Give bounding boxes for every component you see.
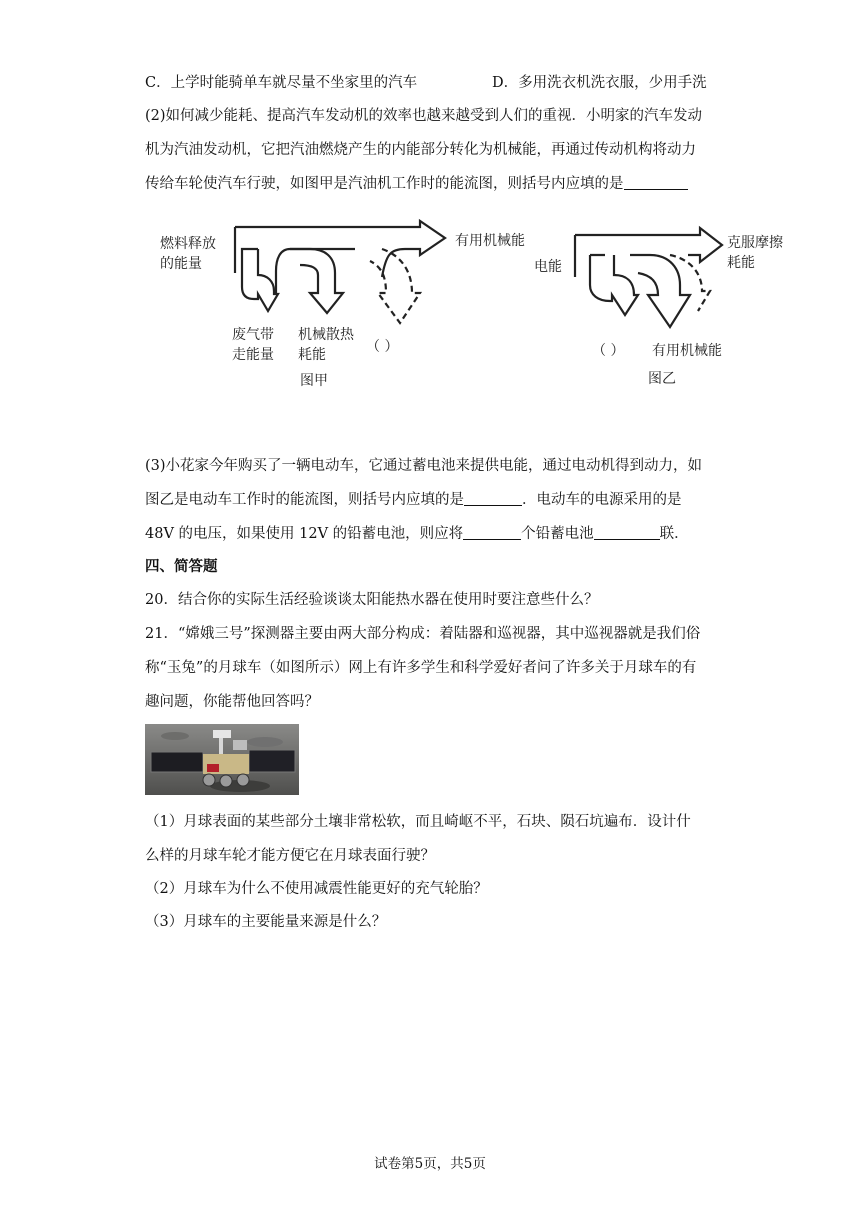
q19-part3-text-c: 48V 的电压，如果使用 12V 的铅蓄电池，则应将 bbox=[145, 526, 464, 542]
jia-input-label-1: 燃料释放 bbox=[160, 236, 216, 252]
yi-output-label-1: 克服摩擦 bbox=[727, 235, 783, 251]
section-heading: 四、简答题 bbox=[145, 558, 218, 575]
lunar-rover-photo bbox=[145, 724, 299, 795]
answer-blank-4 bbox=[594, 525, 660, 540]
jia-caption: 图甲 bbox=[300, 373, 328, 389]
q19-part2-line1: (2)如何减少能耗、提高汽车发动机的效率也越来越受到人们的重视．小明家的汽车发动 bbox=[145, 108, 703, 124]
sub-question-1-line1: （1）月球表面的某些部分土壤非常松软，而且崎岖不平，石块、陨石坑遍布．设计什 bbox=[145, 814, 691, 830]
question-21-line2: 称“玉兔”的月球车（如图所示）网上有许多学生和科学爱好者问了许多关于月球车的有 bbox=[145, 660, 697, 676]
answer-blank-1 bbox=[624, 175, 688, 190]
jia-blank-label: （ ） bbox=[366, 339, 399, 355]
q19-part3-line1: (3)小花家今年购买了一辆电动车，它通过蓄电池来提供电能，通过电动机得到动力，如 bbox=[145, 458, 703, 474]
q19-part3-text-b: ．电动车的电源采用的是 bbox=[522, 492, 682, 508]
q19-part3-line2 bbox=[145, 490, 682, 510]
option-c: C．上学时能骑单车就尽量不坐家里的汽车 bbox=[145, 75, 418, 91]
q19-part3-text-e: 联． bbox=[659, 526, 689, 542]
yi-useful-label: 有用机械能 bbox=[652, 343, 722, 359]
yi-caption: 图乙 bbox=[648, 371, 676, 387]
answer-blank-3 bbox=[463, 525, 521, 540]
yi-output-label-2: 耗能 bbox=[727, 255, 755, 271]
q19-part2-text: 传给车轮使汽车行驶，如图甲是汽油机工作时的能流图，则括号内应填的是 bbox=[145, 176, 624, 192]
sub-question-2: （2）月球车为什么不使用减震性能更好的充气轮胎？ bbox=[145, 881, 488, 897]
sub-question-3: （3）月球车的主要能量来源是什么？ bbox=[145, 914, 387, 930]
q19-part2-line2: 机为汽油发动机，它把汽油燃烧产生的内能部分转化为机械能，再通过传动机构将动力 bbox=[145, 142, 696, 158]
question-21-line3: 趣问题，你能帮他回答吗？ bbox=[145, 694, 319, 710]
sub-question-1-line2: 么样的月球车轮才能方便它在月球表面行驶？ bbox=[145, 848, 435, 864]
q19-part3-text-a: 图乙是电动车工作时的能流图，则括号内应填的是 bbox=[145, 492, 464, 508]
jia-loss1-label-2: 走能量 bbox=[232, 347, 274, 363]
answer-blank-2 bbox=[464, 491, 522, 506]
jia-loss2-label-2: 耗能 bbox=[298, 347, 326, 363]
question-20: 20．结合你的实际生活经验谈谈太阳能热水器在使用时要注意些什么？ bbox=[145, 592, 599, 608]
jia-loss2-label-1: 机械散热 bbox=[298, 327, 354, 343]
jia-input-label-2: 的能量 bbox=[160, 256, 202, 272]
option-d: D．多用洗衣机洗衣服，少用手洗 bbox=[492, 75, 707, 91]
jia-loss1-label-1: 废气带 bbox=[232, 327, 274, 343]
question-21-line1: 21．“嫦娥三号”探测器主要由两大部分构成：着陆器和巡视器，其中巡视器就是我们俗 bbox=[145, 626, 701, 642]
page-footer: 试卷第5页，共5页 bbox=[374, 1156, 486, 1172]
yi-blank-label: （ ） bbox=[592, 343, 625, 359]
energy-flow-diagram-jia bbox=[150, 215, 525, 400]
energy-flow-diagram-yi bbox=[530, 215, 820, 400]
yi-input-label: 电能 bbox=[534, 259, 562, 275]
q19-part2-line3 bbox=[145, 174, 688, 194]
jia-output-label: 有用机械能 bbox=[455, 233, 525, 249]
q19-part3-text-d: 个铅蓄电池 bbox=[521, 526, 594, 542]
q19-part3-line3 bbox=[145, 524, 689, 544]
